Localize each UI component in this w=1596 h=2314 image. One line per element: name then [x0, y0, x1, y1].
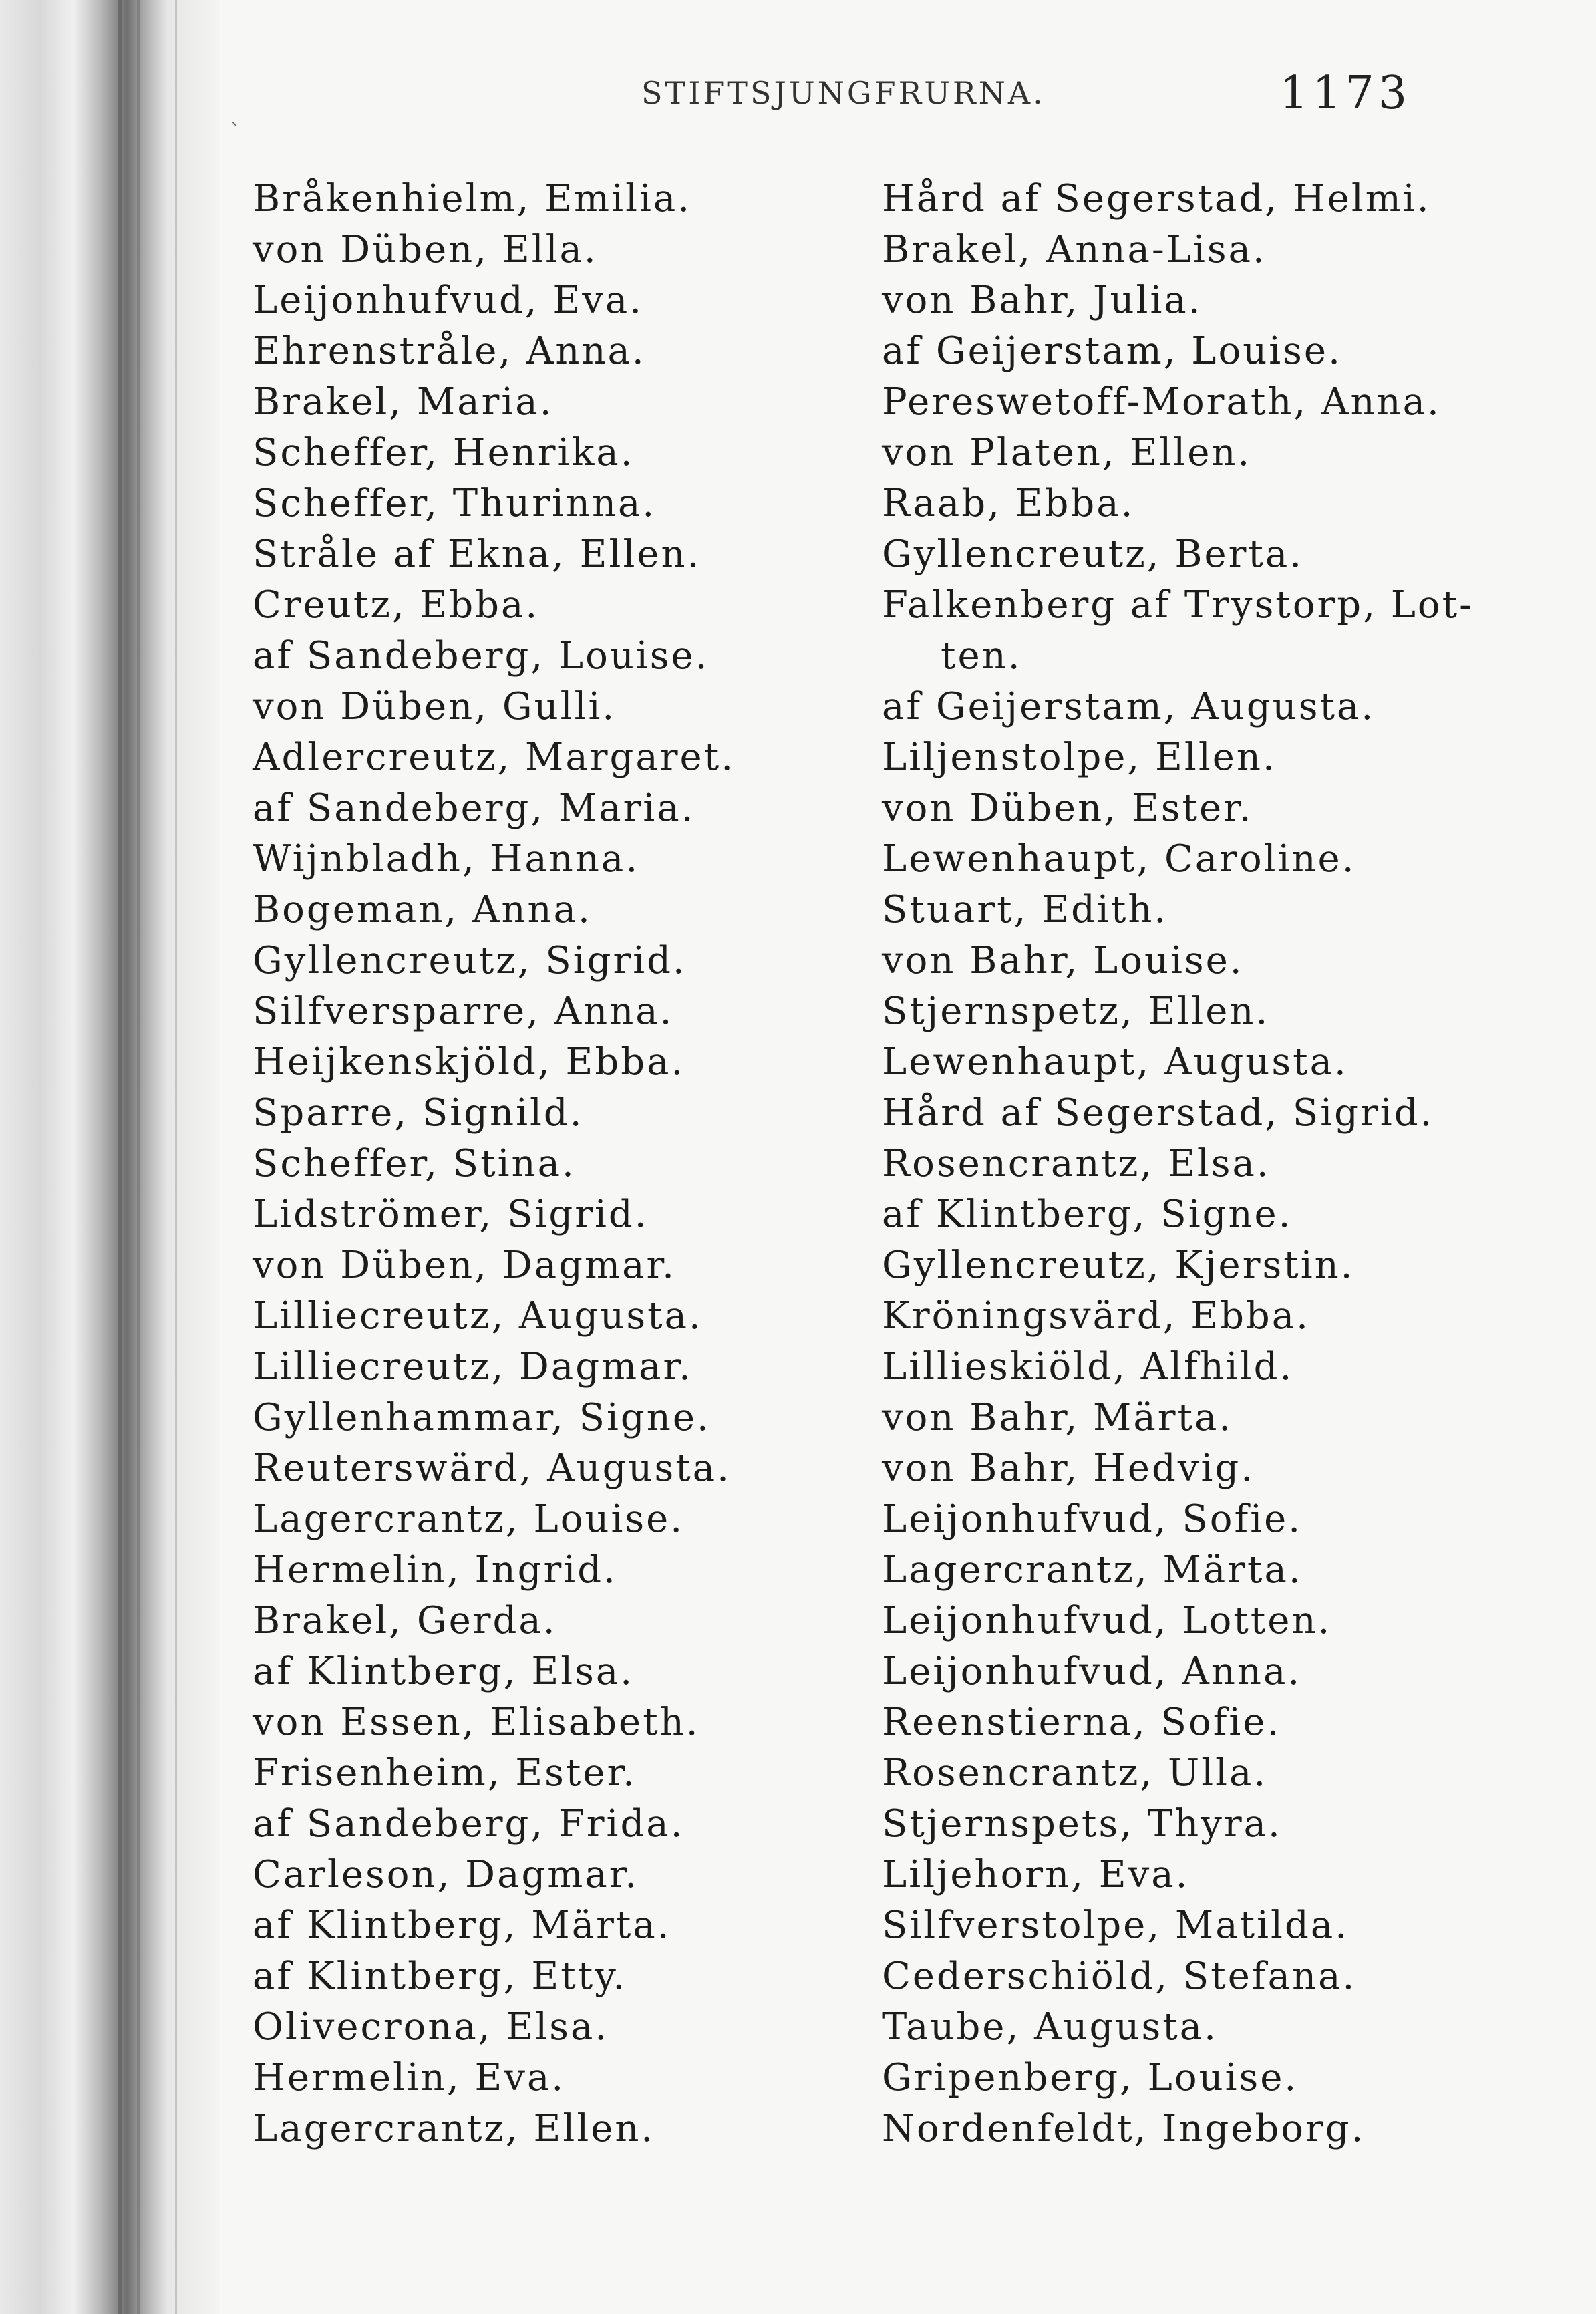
name-entry: Lewenhaupt, Caroline.	[882, 837, 1356, 881]
name-entry: af Geijerstam, Augusta.	[882, 685, 1376, 728]
name-entry: von Düben, Ester.	[882, 786, 1253, 830]
name-entry: von Bahr, Hedvig.	[882, 1447, 1255, 1490]
right-name-column	[882, 174, 1474, 2154]
name-entry: Reenstierna, Sofie.	[882, 1701, 1281, 1744]
name-entry: Ehrenstråle, Anna.	[253, 329, 646, 373]
name-entry: Lagercrantz, Ellen.	[253, 2107, 655, 2150]
name-entry: af Klintberg, Signe.	[882, 1193, 1293, 1236]
name-entry: Leijonhufvud, Eva.	[253, 279, 644, 322]
name-entry: af Klintberg, Elsa.	[253, 1650, 635, 1693]
page-gutter-shadow	[0, 0, 220, 2314]
name-entry: Pereswetoff-Morath, Anna.	[882, 380, 1441, 424]
name-entry: Kröningsvärd, Ebba.	[882, 1294, 1310, 1338]
name-entry: Hård af Segerstad, Sigrid.	[882, 1091, 1434, 1135]
name-entry: Gyllencreutz, Berta.	[882, 533, 1304, 576]
name-entry: von Bahr, Julia.	[882, 279, 1203, 322]
name-entry: Liljenstolpe, Ellen.	[882, 736, 1277, 779]
name-entry: Nordenfeldt, Ingeborg.	[882, 2107, 1366, 2150]
name-entry: Reuterswärd, Augusta.	[253, 1447, 731, 1490]
name-entry: af Klintberg, Etty.	[253, 1955, 627, 1998]
name-entry: von Bahr, Louise.	[882, 939, 1244, 982]
name-entry: Gyllencreutz, Sigrid.	[253, 939, 687, 982]
name-entry: von Essen, Elisabeth.	[253, 1701, 700, 1744]
name-entry: Stuart, Edith.	[882, 888, 1168, 931]
running-title: STIFTSJUNGFRURNA.	[641, 75, 1046, 111]
name-entry: Leijonhufvud, Lotten.	[882, 1599, 1332, 1642]
name-entry: Lilliecreutz, Dagmar.	[253, 1345, 693, 1389]
name-entry: Scheffer, Stina.	[253, 1142, 576, 1185]
name-entry: Cederschiöld, Stefana.	[882, 1955, 1357, 1998]
name-entry: von Bahr, Märta.	[882, 1396, 1233, 1439]
name-entry: Lillieskiöld, Alfhild.	[882, 1345, 1294, 1389]
name-entry: von Düben, Ella.	[253, 228, 598, 271]
name-entry: Liljehorn, Eva.	[882, 1853, 1190, 1896]
name-entry: Heijkenskjöld, Ebba.	[253, 1040, 685, 1084]
name-entry: Lidströmer, Sigrid.	[253, 1193, 649, 1236]
left-name-column	[253, 174, 735, 2154]
name-entry: Frisenheim, Ester.	[253, 1751, 637, 1795]
name-entry: Rosencrantz, Elsa.	[882, 1142, 1271, 1185]
name-entry: Scheffer, Henrika.	[253, 431, 635, 474]
gutter-line	[118, 0, 122, 2314]
gutter-line	[175, 0, 177, 2314]
name-entry: Silfverstolpe, Matilda.	[882, 1904, 1349, 1947]
name-entry: Lewenhaupt, Augusta.	[882, 1040, 1348, 1084]
name-entry: Taube, Augusta.	[882, 2005, 1218, 2049]
name-entry: Brakel, Maria.	[253, 380, 554, 424]
name-entry: Stjernspets, Thyra.	[882, 1802, 1282, 1846]
name-entry: Lilliecreutz, Augusta.	[253, 1294, 703, 1338]
name-entry: Gyllenhammar, Signe.	[253, 1396, 711, 1439]
name-entry: Raab, Ebba.	[882, 482, 1135, 525]
name-entry: Sparre, Signild.	[253, 1091, 584, 1135]
name-entry: af Sandeberg, Louise.	[253, 634, 709, 678]
name-entry: Bråkenhielm, Emilia.	[253, 177, 692, 221]
gutter-line	[137, 0, 140, 2314]
name-entry: Hård af Segerstad, Helmi.	[882, 177, 1431, 221]
name-entry: Adlercreutz, Margaret.	[253, 736, 736, 779]
name-entry: Hermelin, Ingrid.	[253, 1548, 617, 1592]
name-entry: von Platen, Ellen.	[882, 431, 1252, 474]
name-entry: af Klintberg, Märta.	[253, 1904, 671, 1947]
name-entry: ten.	[941, 634, 1022, 678]
name-entry: af Sandeberg, Frida.	[253, 1802, 685, 1846]
page-number: 1173	[1279, 67, 1412, 120]
name-entry: Creutz, Ebba.	[253, 583, 540, 627]
name-entry: Stråle af Ekna, Ellen.	[253, 533, 701, 576]
name-entry: Rosencrantz, Ulla.	[882, 1751, 1268, 1795]
name-entry: Scheffer, Thurinna.	[253, 482, 657, 525]
name-entry: Olivecrona, Elsa.	[253, 2005, 609, 2049]
name-entry: Brakel, Gerda.	[253, 1599, 557, 1642]
name-entry: von Düben, Dagmar.	[253, 1244, 676, 1287]
stray-mark: `	[230, 120, 241, 144]
name-entry: Wijnbladh, Hanna.	[253, 837, 640, 881]
name-entry: Bogeman, Anna.	[253, 888, 592, 931]
name-entry: Lagercrantz, Märta.	[882, 1548, 1303, 1592]
name-entry: Silfversparre, Anna.	[253, 990, 674, 1033]
name-entry: von Düben, Gulli.	[253, 685, 617, 728]
name-entry: Leijonhufvud, Anna.	[882, 1650, 1302, 1693]
name-entry: Stjernspetz, Ellen.	[882, 990, 1270, 1033]
name-entry: Lagercrantz, Louise.	[253, 1497, 685, 1541]
name-entry: af Geijerstam, Louise.	[882, 329, 1342, 373]
name-entry: Brakel, Anna-Lisa.	[882, 228, 1267, 271]
name-entry: Leijonhufvud, Sofie.	[882, 1497, 1303, 1541]
name-entry: Gripenberg, Louise.	[882, 2056, 1299, 2100]
name-entry: af Sandeberg, Maria.	[253, 786, 695, 830]
name-entry: Hermelin, Eva.	[253, 2056, 566, 2100]
name-entry: Gyllencreutz, Kjerstin.	[882, 1244, 1355, 1287]
name-entry: Carleson, Dagmar.	[253, 1853, 639, 1896]
name-entry: Falkenberg af Trystorp, Lot-	[882, 583, 1474, 627]
